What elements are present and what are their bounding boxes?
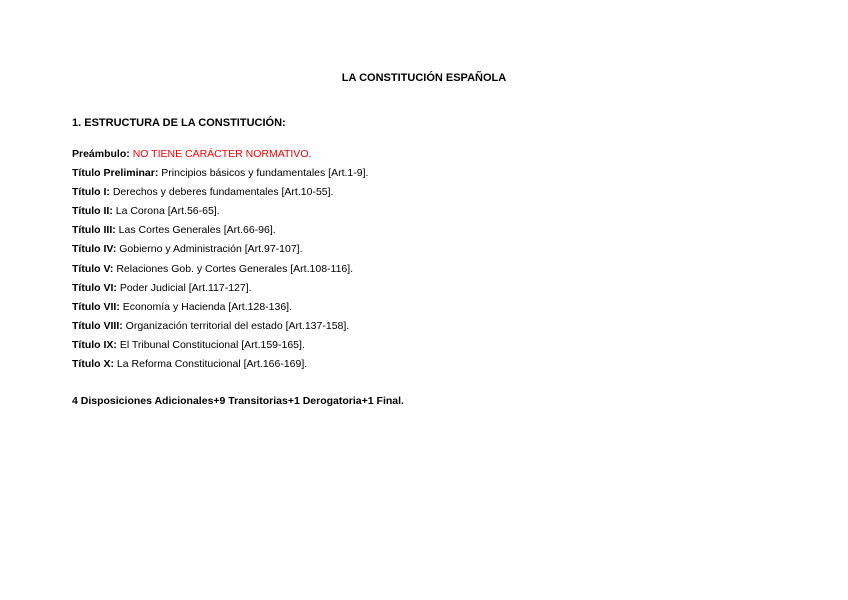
entry-text: Relaciones Gob. y Cortes Generales [Art.108-116]. (116, 262, 354, 275)
entry-text: Gobierno y Administración [Art.97-107]. (119, 243, 303, 256)
list-item-titulo-vii (72, 298, 368, 317)
entry-text: La Reforma Constitucional [Art.166-169]. (116, 358, 308, 371)
entry-label: Título III: (72, 224, 116, 237)
list-item-preambulo (72, 145, 368, 164)
entry-label: Título V: (72, 262, 114, 275)
list-item-titulo-x (72, 355, 368, 374)
list-item-titulo-i (72, 183, 368, 202)
entry-label: Título VII: (72, 300, 120, 313)
entry-text: La Corona [Art.56-65]. (115, 205, 220, 218)
dispositions-summary: 4 Disposiciones Adicionales+9 Transitorias+1 Derogatoria+1 Final. (72, 395, 404, 407)
entry-label: Preámbulo: (72, 148, 130, 160)
list-item-titulo-viii (72, 317, 368, 336)
entry-label: Título VI: (72, 281, 117, 294)
list-item-titulo-vi (72, 279, 368, 298)
list-item-titulo-ii (72, 202, 368, 221)
list-item-titulo-preliminar (72, 164, 368, 183)
list-item-titulo-ix (72, 336, 368, 355)
entry-text: Derechos y deberes fundamentales [Art.10-55]. (112, 186, 334, 199)
list-item-titulo-v (72, 260, 368, 279)
list-item-titulo-iv (72, 240, 368, 259)
entry-text: Poder Judicial [Art.117-127]. (119, 281, 252, 294)
entry-text: Las Cortes Generales [Art.66-96]. (118, 224, 276, 237)
entry-label: Título IV: (72, 243, 117, 256)
entry-text: Organización territorial del estado [Art.137-158]. (125, 319, 350, 332)
entry-label: Título VIII: (72, 319, 123, 332)
entry-text: El Tribunal Constitucional [Art.159-165]. (119, 338, 305, 351)
section-heading: 1. ESTRUCTURA DE LA CONSTITUCIÓN: (72, 117, 286, 129)
entry-label: Título Preliminar: (72, 167, 159, 180)
entry-label: Título X: (72, 358, 114, 371)
structure-list (72, 145, 368, 374)
entry-text: Economía y Hacienda [Art.128-136]. (122, 300, 293, 313)
entry-label: Título II: (72, 205, 113, 218)
entry-text: Principios básicos y fundamentales [Art.1-9]. (161, 167, 369, 180)
entry-label: Título IX: (72, 338, 117, 351)
list-item-titulo-iii (72, 221, 368, 240)
page-title: LA CONSTITUCIÓN ESPAÑOLA (341, 72, 507, 84)
entry-label: Título I: (72, 186, 110, 199)
entry-text-highlighted: NO TIENE CARÁCTER NORMATIVO. (132, 148, 312, 160)
